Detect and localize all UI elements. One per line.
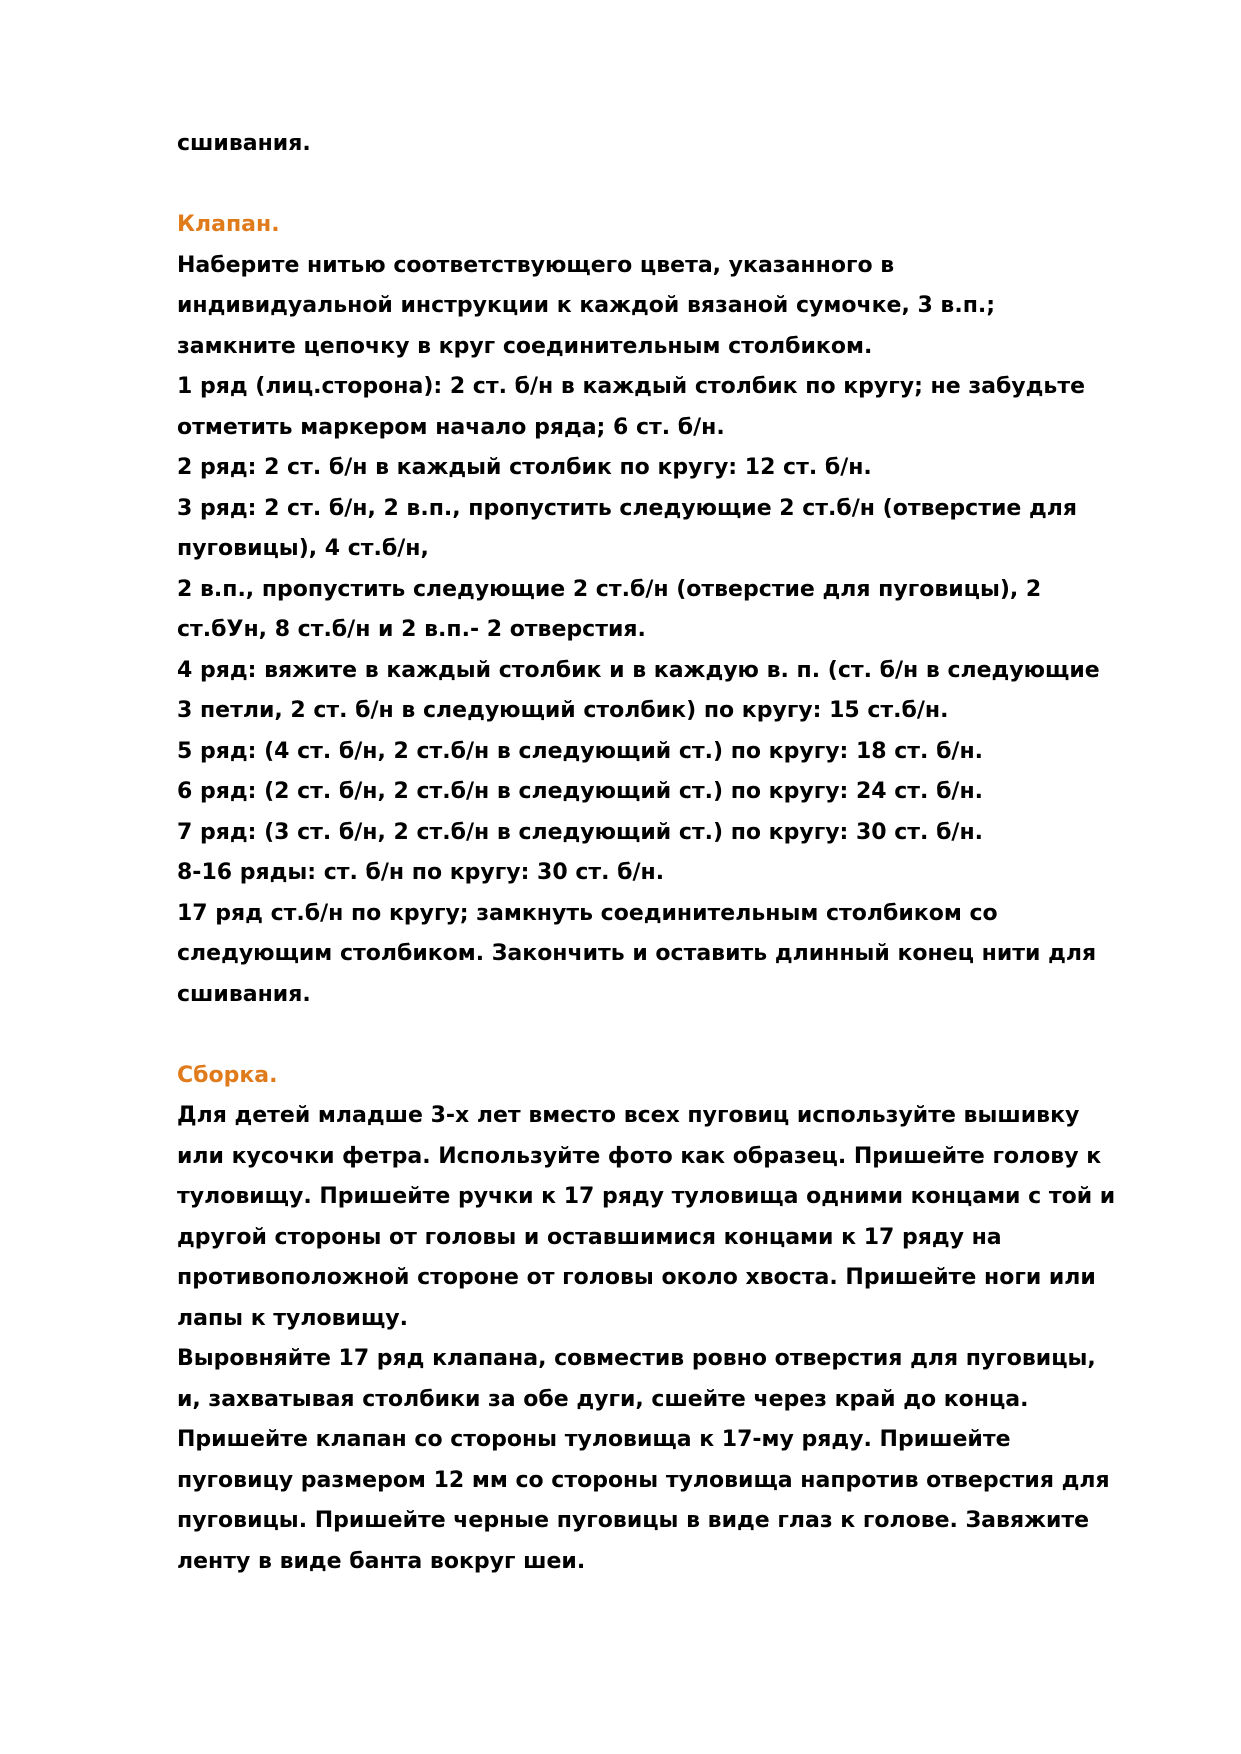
text-line: 8-16 ряды: ст. б/н по кругу: 30 ст. б/н.: [177, 860, 665, 885]
section-klapan: [177, 205, 1162, 1015]
text-line: следующим столбиком. Закончить и оставить длинный конец нити для: [177, 941, 1097, 966]
text-line: 4 ряд: вяжите в каждый столбик и в каждую в. п. (ст. б/н в следующие: [177, 657, 1100, 683]
text-line: 7 ряд: (3 ст. б/н, 2 ст.б/н в следующий ст.) по кругу: 30 ст. б/н.: [177, 819, 984, 845]
text-line: и, захватывая столбики за обе дуги, сшейте через край до конца.: [177, 1386, 1029, 1412]
text-line: ст.бУн, 8 ст.б/н и 2 в.п.- 2 отверстия.: [177, 617, 646, 642]
document-body: [177, 124, 1162, 1582]
text-line: Пришейте клапан со стороны туловища к 17-му ряду. Пришейте: [177, 1427, 1011, 1452]
text-line: другой стороны от головы и оставшимися концами к 17 ряду на: [177, 1224, 1002, 1250]
text-line: 3 ряд: 2 ст. б/н, 2 в.п., пропустить следующие 2 ст.б/н (отверстие для: [177, 495, 1077, 521]
text-line: пуговицы. Пришейте черные пуговицы в виде глаз к голове. Завяжите: [177, 1508, 1090, 1533]
text-line: или кусочки фетра. Используйте фото как образец. Пришейте голову к: [177, 1143, 1102, 1169]
text-line: ленту в виде банта вокруг шеи.: [177, 1548, 586, 1574]
text-line: индивидуальной инструкции к каждой вязаной сумочке, 3 в.п.;: [177, 293, 996, 318]
text-line: 17 ряд ст.б/н по кругу; замкнуть соединительным столбиком со: [177, 900, 998, 926]
text-line: 3 петли, 2 ст. б/н в следующий столбик) по кругу: 15 ст.б/н.: [177, 698, 949, 723]
spacer: [177, 165, 1162, 206]
text-line: пуговицу размером 12 мм со стороны туловища напротив отверстия для: [177, 1467, 1110, 1493]
text-line: Для детей младше 3-х лет вместо всех пуговиц используйте вышивку: [177, 1103, 1080, 1128]
text-line: замкните цепочку в круг соединительным столбиком.: [177, 333, 873, 359]
text-line: 2 ряд: 2 ст. б/н в каждый столбик по кругу: 12 ст. б/н.: [177, 455, 872, 480]
text-line: Выровняйте 17 ряд клапана, совместив ровно отверстия для пуговицы,: [177, 1346, 1096, 1371]
intro-line: сшивания.: [177, 131, 311, 156]
section-heading: Клапан.: [177, 212, 280, 237]
text-line: 5 ряд: (4 ст. б/н, 2 ст.б/н в следующий ст.) по кругу: 18 ст. б/н.: [177, 738, 984, 764]
text-line: сшивания.: [177, 981, 311, 1007]
text-line: туловищу. Пришейте ручки к 17 ряду туловища одними концами с той и: [177, 1184, 1116, 1209]
text-line: противоположной стороне от головы около хвоста. Пришейте ноги или: [177, 1265, 1096, 1290]
text-line: отметить маркером начало ряда; 6 ст. б/н.: [177, 414, 725, 440]
text-line: 1 ряд (лиц.сторона): 2 ст. б/н в каждый столбик по кругу; не забудьте: [177, 374, 1085, 399]
text-line: лапы к туловищу.: [177, 1305, 408, 1331]
section-heading: Сборка.: [177, 1062, 278, 1088]
spacer: [177, 1015, 1162, 1056]
text-line: Наберите нитью соответствующего цвета, указанного в: [177, 252, 895, 278]
text-line: пуговицы), 4 ст.б/н,: [177, 536, 429, 561]
text-line: 2 в.п., пропустить следующие 2 ст.б/н (отверстие для пуговицы), 2: [177, 576, 1042, 602]
section-sborka: [177, 1056, 1162, 1583]
text-line: 6 ряд: (2 ст. б/н, 2 ст.б/н в следующий ст.) по кругу: 24 ст. б/н.: [177, 779, 984, 804]
